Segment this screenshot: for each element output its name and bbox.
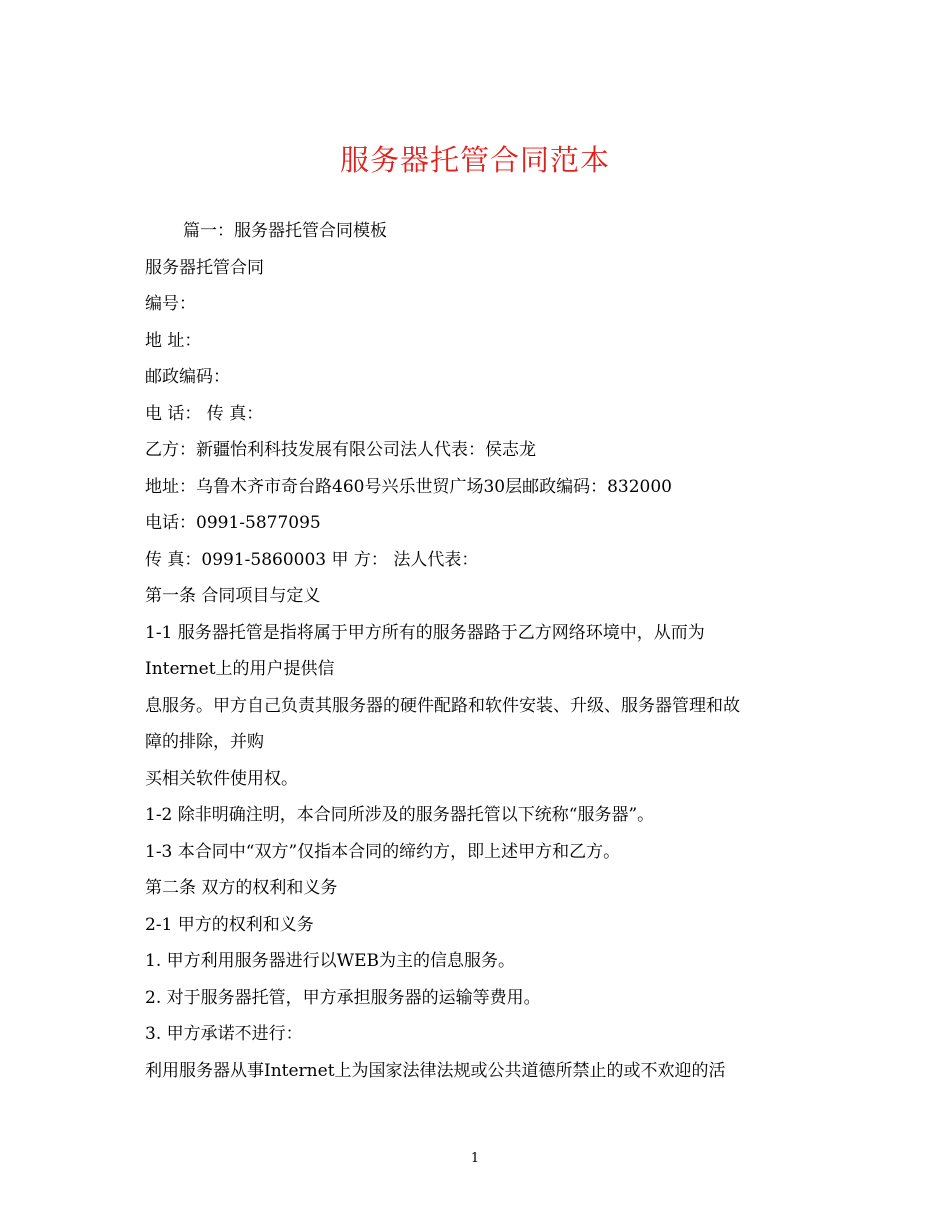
clause-1-1-cont-1: Internet上的用户提供信: [145, 659, 335, 679]
document-title: 服务器托管合同范本: [339, 143, 610, 177]
field-phone-fax: 电 话： 传 真：: [145, 404, 264, 424]
article-1-heading: 第一条 合同项目与定义: [145, 586, 321, 606]
item-2: 2. 对于服务器托管，甲方承担服务器的运输等费用。: [145, 988, 541, 1008]
section-heading-1: 篇一：服务器托管合同模板: [183, 221, 387, 241]
party-b-phone: 电话：0991-5877095: [145, 513, 321, 533]
clause-1-1-cont-3: 障的排除，并购: [145, 732, 264, 752]
article-2-heading: 第二条 双方的权利和义务: [145, 878, 338, 898]
page-number: 1: [470, 1151, 480, 1166]
clause-1-1: 1-1 服务器托管是指将属于甲方所有的服务器路于乙方网络环境中，从而为: [145, 623, 705, 643]
item-3-cont: 利用服务器从事Internet上为国家法律法规或公共道德所禁止的或不欢迎的活: [145, 1061, 726, 1081]
clause-1-2: 1-2 除非明确注明，本合同所涉及的服务器托管以下统称“服务器”。: [145, 805, 655, 825]
clause-1-1-cont-4: 买相关软件使用权。: [145, 769, 298, 789]
field-number: 编号：: [145, 294, 196, 314]
party-b-address: 地址：乌鲁木齐市奇台路460号兴乐世贸广场30层邮政编码：832000: [145, 477, 672, 497]
clause-1-3: 1-3 本合同中“双方”仅指本合同的缔约方，即上述甲方和乙方。: [145, 842, 621, 862]
clause-1-1-cont-2: 息服务。甲方自己负责其服务器的硬件配路和软件安装、升级、服务器管理和故: [145, 696, 740, 716]
party-b-info: 乙方：新疆怡利科技发展有限公司法人代表：侯志龙: [145, 440, 536, 460]
item-3: 3. 甲方承诺不进行：: [145, 1024, 303, 1044]
item-1: 1. 甲方利用服务器进行以WEB为主的信息服务。: [145, 951, 515, 971]
field-postcode: 邮政编码：: [145, 367, 230, 387]
clause-2-1: 2-1 甲方的权利和义务: [145, 915, 314, 935]
party-b-fax: 传 真：0991-5860003 甲 方： 法人代表：: [145, 550, 479, 570]
field-address: 地 址：: [145, 331, 202, 351]
contract-name: 服务器托管合同: [145, 258, 264, 278]
